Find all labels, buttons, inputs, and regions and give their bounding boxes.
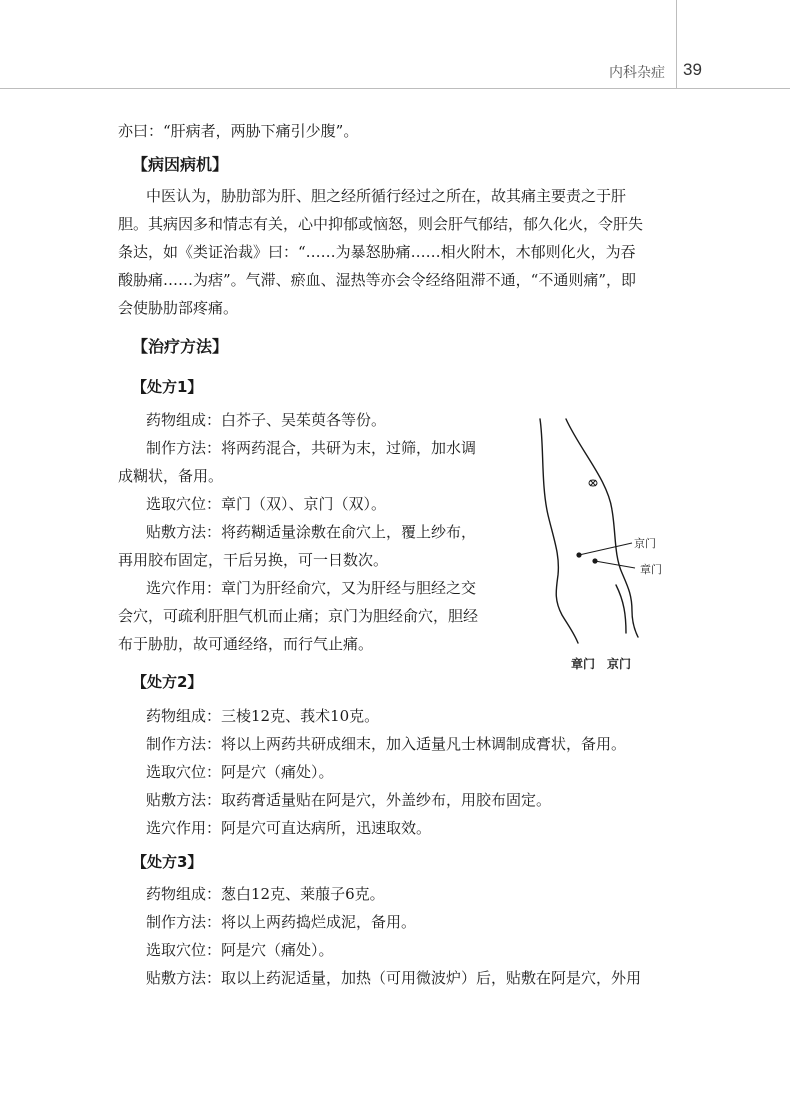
header-divider-vertical (676, 0, 677, 88)
back-contour (540, 419, 578, 643)
prescription-1-line: 选取穴位：章门（双）、京门（双）。 (146, 495, 387, 513)
label-zhangmen: 章门 (640, 563, 662, 576)
flank-line (616, 585, 626, 633)
section-heading-treatment: 【治疗方法】 (132, 337, 229, 356)
prescription-2-line: 贴敷方法：取药膏适量贴在阿是穴，外盖纱布，用胶布固定。 (146, 791, 552, 809)
paragraph-line: 会使胁肋部疼痛。 (118, 299, 239, 317)
prescription-1-line: 药物组成：白芥子、吴茱萸各等份。 (146, 411, 387, 429)
front-contour (566, 419, 638, 637)
prescription-2-line: 选取穴位：阿是穴（痛处）。 (146, 763, 334, 781)
prescription-1-line: 成糊状，备用。 (118, 467, 224, 485)
prescription-3-line: 制作方法：将以上两药捣烂成泥，备用。 (146, 913, 417, 931)
prescription-2-line: 制作方法：将以上两药共研成细末，加入适量凡士林调制成膏状，备用。 (146, 735, 627, 753)
section-heading-etiology: 【病因病机】 (132, 155, 229, 174)
prescription-3-heading: 【处方3】 (132, 853, 203, 871)
paragraph-line: 中医认为，胁肋部为肝、胆之经所循行经过之所在，故其痛主要责之于肝 (146, 187, 627, 205)
prescription-2-line: 药物组成：三棱12克、莪术10克。 (146, 707, 380, 725)
page-number: 39 (683, 60, 702, 79)
prescription-1-heading: 【处方1】 (132, 378, 203, 396)
prescription-1-line: 贴敷方法：将药糊适量涂敷在俞穴上，覆上纱布， (146, 523, 477, 541)
paragraph-line: 胆。其病因多和情志有关，心中抑郁或恼怒，则会肝气郁结，郁久化火，令肝失 (118, 215, 644, 233)
acupoint-torso-illustration (520, 415, 700, 650)
paragraph-line: 酸胁痛……为痞”。气滞、瘀血、湿热等亦会令经络阻滞不通，“不通则痛”，即 (118, 271, 637, 289)
prescription-1-line: 再用胶布固定，干后另换，可一日数次。 (118, 551, 389, 569)
prescription-1-line: 布于胁肋，故可通经络，而行气止痛。 (118, 635, 374, 653)
prescription-1-line: 选穴作用：章门为肝经俞穴，又为肝经与胆经之交 (146, 579, 477, 597)
prescription-2-line: 选穴作用：阿是穴可直达病所，迅速取效。 (146, 819, 432, 837)
jingmen-leader-line (579, 543, 632, 555)
prescription-2-heading: 【处方2】 (132, 673, 203, 691)
zhangmen-leader-line (595, 561, 635, 568)
prescription-3-line: 贴敷方法：取以上药泥适量，加热（可用微波炉）后，贴敷在阿是穴，外用 (146, 969, 642, 987)
running-header-section: 内科杂症 (609, 65, 665, 81)
jingmen-point (576, 552, 581, 557)
zhangmen-point (592, 558, 597, 563)
prescription-1-line: 会穴，可疏利肝胆气机而止痛；京门为胆经俞穴，胆经 (118, 607, 479, 625)
paragraph-line: 条达，如《类证治裁》曰：“……为暴怒胁痛……相火附木，木郁则化火，为吞 (118, 243, 636, 261)
navel-mark (589, 480, 597, 486)
prescription-3-line: 选取穴位：阿是穴（痛处）。 (146, 941, 334, 959)
prescription-1-line: 制作方法：将两药混合，共研为末，过筛，加水调 (146, 439, 477, 457)
header-divider-horizontal (0, 88, 790, 89)
label-jingmen: 京门 (634, 537, 656, 550)
figure-caption: 章门 京门 (571, 657, 632, 671)
prescription-3-line: 药物组成：葱白12克、莱菔子6克。 (146, 885, 385, 903)
intro-line: 亦曰：“肝病者，两胁下痛引少腹”。 (118, 122, 359, 140)
